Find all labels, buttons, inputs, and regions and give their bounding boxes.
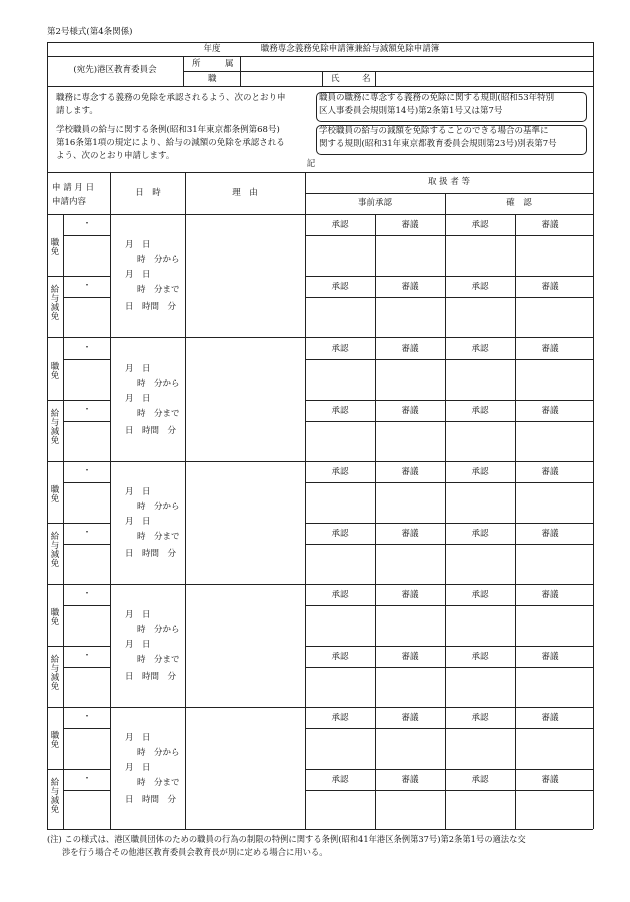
footnote: (注) この様式は、港区職員団体のための職員の行為の制限の特例に関する条例(昭和41年港区条例第37号)第2条第1号の適法な交 渉を行う場合その他港区教育委員会教育長が別に定める場合に用いる。 [47,834,526,857]
month-day-label: 月 日 [125,364,151,374]
label-shokumen: 職 免 [50,362,60,381]
approval-label: 承認 [331,713,349,723]
addressee: (宛先)港区教育委員会 [73,65,157,75]
approval-label: 承認 [471,344,489,354]
review-label: 審議 [541,467,559,477]
form-title: 職務専念義務免除申請簿兼給与減額免除申請簿 [260,44,440,54]
review-label: 審議 [541,406,559,416]
time-from-label: 時 分から [137,255,180,265]
duration-label: 日 時間 分 [125,549,177,559]
reason-field[interactable] [186,708,304,828]
header-date-1: 申 請 月 日 [52,183,95,193]
reason-field[interactable] [186,585,304,706]
review-label: 審議 [541,713,559,723]
label-shokumen: 職 免 [50,731,60,750]
approval-label: 承認 [471,467,489,477]
approval-label: 承認 [471,529,489,539]
date-separator: ・ [82,281,92,291]
request-text-2: 学校職員の給与に関する条例(昭和31年東京都条例第68号) 第16条第1項の規定により、給与の減額の免除を承認される よう、次のとおり申請します。 [56,125,285,162]
duration-label: 日 時間 分 [125,302,177,312]
approval-label: 承認 [471,775,489,785]
time-from-label: 時 分から [137,748,180,758]
position-field[interactable] [241,72,321,85]
header-reason: 理 由 [232,188,258,198]
approval-label: 承認 [471,652,489,662]
approval-label: 承認 [471,220,489,230]
title-year-label: 年度 [203,44,221,54]
duration-label: 日 時間 分 [125,426,177,436]
date-separator: ・ [82,712,92,722]
review-label: 審議 [401,775,419,785]
month-day-label: 月 日 [125,394,151,404]
time-to-label: 時 分まで [137,778,180,788]
position-label: 職 [208,74,217,84]
reason-field[interactable] [186,215,304,336]
month-day-label: 月 日 [125,270,151,280]
approval-label: 承認 [331,775,349,785]
time-from-label: 時 分から [137,502,180,512]
review-label: 審議 [401,467,419,477]
date-separator: ・ [82,405,92,415]
approval-label: 承認 [331,590,349,600]
name-field[interactable] [376,72,591,85]
time-to-label: 時 分まで [137,532,180,542]
review-label: 審議 [401,529,419,539]
affiliation-field[interactable] [241,57,591,70]
time-from-label: 時 分から [137,625,180,635]
review-label: 審議 [541,282,559,292]
time-from-label: 時 分から [137,379,180,389]
date-separator: ・ [82,651,92,661]
duration-label: 日 時間 分 [125,795,177,805]
month-day-label: 月 日 [125,517,151,527]
time-to-label: 時 分まで [137,409,180,419]
review-label: 審議 [541,220,559,230]
month-day-label: 月 日 [125,240,151,250]
affiliation-label-2: 属 [225,59,234,69]
label-kyuyo-genmen: 給 与 減 免 [50,655,60,692]
date-separator: ・ [82,466,92,476]
reason-field[interactable] [186,339,304,460]
approval-label: 承認 [331,467,349,477]
label-shokumen: 職 免 [50,608,60,627]
approval-label: 承認 [471,590,489,600]
label-kyuyo-genmen: 給 与 減 免 [50,778,60,815]
label-kyuyo-genmen: 給 与 減 免 [50,409,60,446]
approval-label: 承認 [331,344,349,354]
review-label: 審議 [541,590,559,600]
affiliation-label-1: 所 [192,59,201,69]
label-kyuyo-genmen: 給 与 減 免 [50,285,60,322]
review-label: 審議 [401,344,419,354]
date-separator: ・ [82,219,92,229]
review-label: 審議 [401,652,419,662]
review-label: 審議 [541,775,559,785]
duration-label: 日 時間 分 [125,672,177,682]
label-shokumen: 職 免 [50,485,60,504]
header-prior-approval: 事前承認 [357,198,393,208]
date-separator: ・ [82,343,92,353]
month-day-label: 月 日 [125,610,151,620]
approval-label: 承認 [331,529,349,539]
ki-mark: 記 [306,159,316,169]
form-number: 第2号様式(第4条関係) [47,27,133,37]
review-label: 審議 [541,652,559,662]
review-label: 審議 [401,713,419,723]
approval-label: 承認 [331,406,349,416]
month-day-label: 月 日 [125,733,151,743]
date-separator: ・ [82,774,92,784]
review-label: 審議 [401,590,419,600]
review-label: 審議 [541,344,559,354]
review-label: 審議 [401,282,419,292]
label-kyuyo-genmen: 給 与 減 免 [50,532,60,569]
approval-label: 承認 [331,652,349,662]
approval-label: 承認 [331,220,349,230]
label-shokumen: 職 免 [50,238,60,257]
month-day-label: 月 日 [125,763,151,773]
date-separator: ・ [82,589,92,599]
approval-label: 承認 [331,282,349,292]
header-confirmation: 確 認 [506,198,532,208]
time-to-label: 時 分まで [137,285,180,295]
header-datetime: 日 時 [135,188,161,198]
date-separator: ・ [82,528,92,538]
approval-label: 承認 [471,713,489,723]
time-to-label: 時 分まで [137,655,180,665]
rule-text-1: 職員の職務に専念する義務の免除に関する規則(昭和53年特別 区人事委員会規則第14号)第2条第1号又は第7号 [319,93,555,117]
header-date-2: 申請内容 [52,197,87,207]
request-text-1: 職務に専念する義務の免除を承認されるよう、次のとおり申 請します。 [56,93,286,117]
review-label: 審議 [401,406,419,416]
rule-text-2: 学校職員の給与の減額を免除することのできる場合の基準に 関する規則(昭和31年東京都教育委員会規則第23号)別表第7号 [319,126,557,150]
month-day-label: 月 日 [125,487,151,497]
month-day-label: 月 日 [125,640,151,650]
review-label: 審議 [401,220,419,230]
approval-label: 承認 [471,406,489,416]
name-label-2: 名 [362,74,371,84]
review-label: 審議 [541,529,559,539]
header-handler: 取 扱 者 等 [427,177,471,187]
name-label-1: 氏 [331,74,340,84]
reason-field[interactable] [186,462,304,583]
approval-label: 承認 [471,282,489,292]
